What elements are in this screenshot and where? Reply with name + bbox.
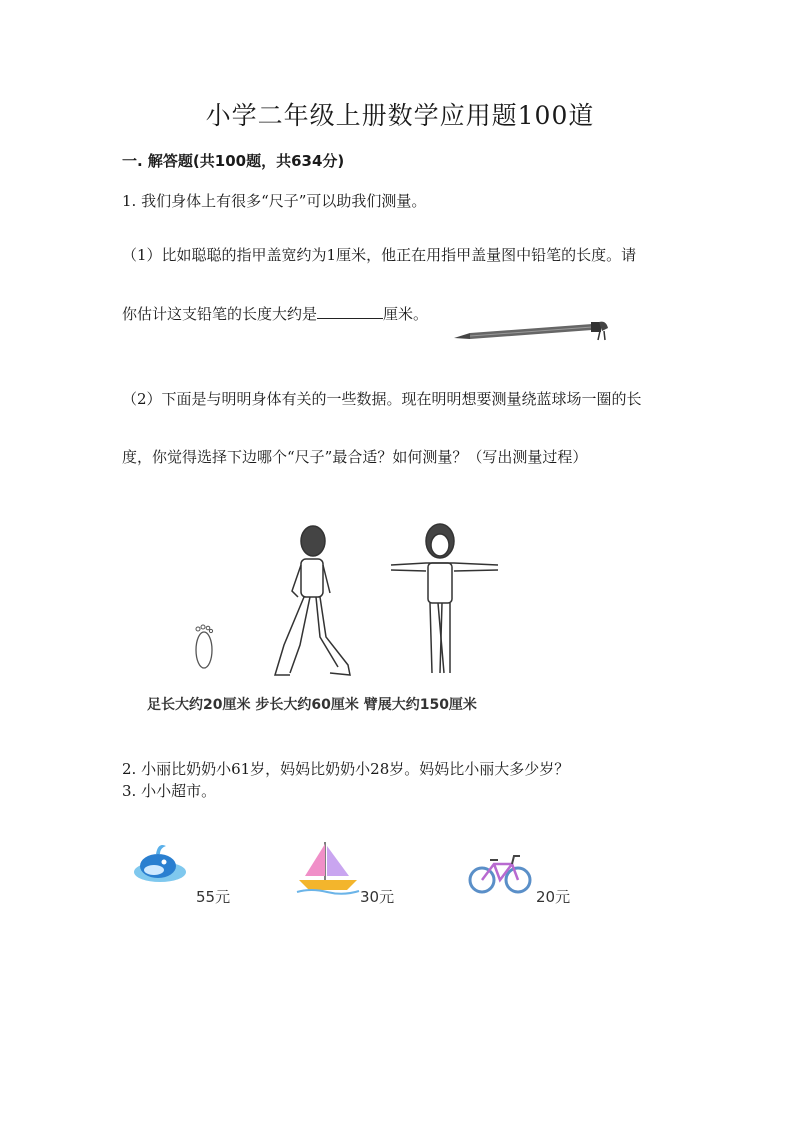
answer-blank[interactable] <box>317 304 383 319</box>
body-measurement-figure <box>180 515 520 680</box>
page-title: 小学二年级上册数学应用题100道 <box>205 101 595 130</box>
pencil-icon <box>452 318 612 346</box>
question-3: 3. 小小超市。 <box>122 782 217 800</box>
figure-caption: 足长大约20厘米 步长大约60厘米 臂展大约150厘米 <box>147 697 477 713</box>
whale-toy-icon <box>130 840 192 890</box>
part1-text-before-blank: 你估计这支铅笔的长度大约是 <box>122 305 318 323</box>
question-1-intro: 1. 我们身体上有很多“尺子”可以助我们测量。 <box>122 192 427 210</box>
question-2: 2. 小丽比奶奶小61岁，妈妈比奶奶小28岁。妈妈比小丽大多少岁？ <box>122 760 570 778</box>
question-1-part1-line1: （1）比如聪聪的指甲盖宽约为1厘米，他正在用指甲盖量图中铅笔的长度。请 <box>122 246 637 264</box>
walking-boy-icon <box>275 526 350 675</box>
price-label-2: 30元 <box>360 888 395 906</box>
sailboat-icon <box>295 838 361 896</box>
section-heading: 一. 解答题(共100题，共634分) <box>122 152 345 170</box>
bicycle-icon <box>468 850 534 896</box>
question-1-part2-line1: （2）下面是与明明身体有关的一些数据。现在明明想要测量绕蓝球场一圈的长 <box>122 390 642 408</box>
part1-text-after-blank: 厘米。 <box>383 305 429 323</box>
question-1-part1-line2 <box>122 303 428 324</box>
price-label-1: 55元 <box>196 888 231 906</box>
arms-outstretched-girl-icon <box>391 524 498 673</box>
question-1-part2-line2: 度，你觉得选择下边哪个“尺子”最合适？如何测量？（写出测量过程） <box>122 448 588 466</box>
footprint-icon <box>196 625 213 668</box>
price-label-3: 20元 <box>536 888 571 906</box>
